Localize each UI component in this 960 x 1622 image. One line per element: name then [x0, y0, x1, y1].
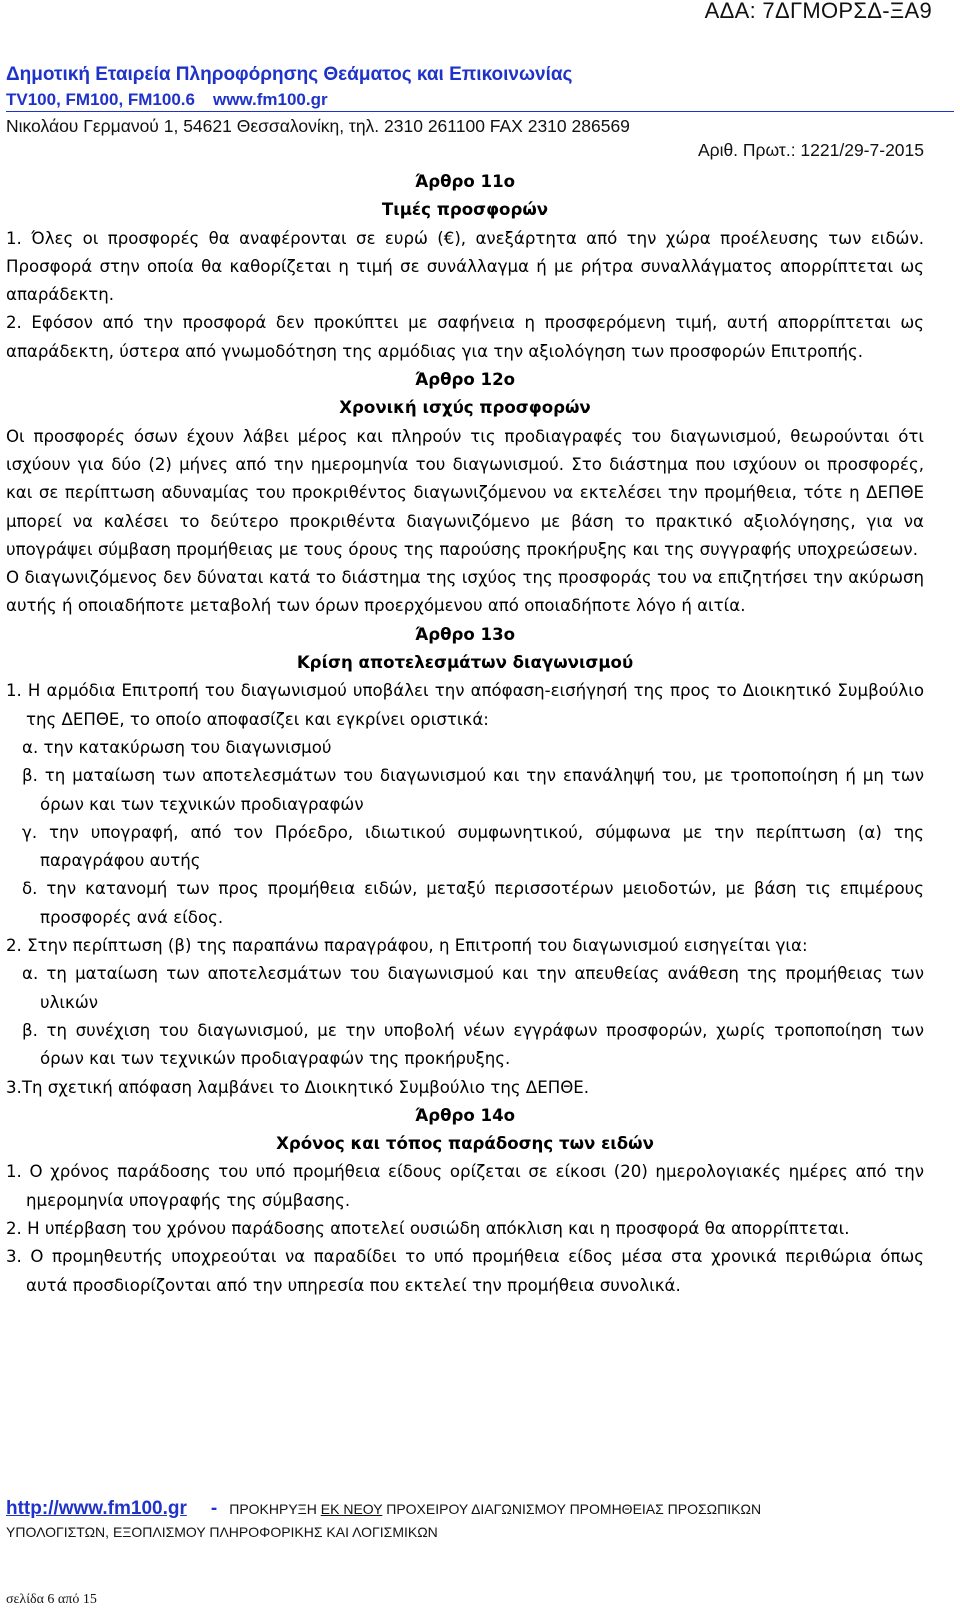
ada-code: ΑΔΑ: 7ΔΓΜΟΡΣΔ-ΞΑ9 — [704, 0, 932, 23]
footer-word-1: ΠΡΟΚΗΡΥΞΗ — [229, 1501, 317, 1517]
article-14-subtitle: Χρόνος και τόπος παράδοσης των ειδών — [276, 1134, 654, 1154]
article-12-paragraph-2: Ο διαγωνιζόμενος δεν δύναται κατά το διάστημα της ισχύος της προσφοράς του να επιζητήσει την ακύρωση αυτής ή οποιαδήποτε μεταβολή των όρων προερχόμενου από οποιαδήποτε λόγο ή αιτία. — [6, 568, 924, 616]
footer-word-3: ΠΡΟΧΕΙΡΟΥ ΔΙΑΓΩΝΙΣΜΟΥ ΠΡΟΜΗΘΕΙΑΣ ΠΡΟΣΩΠΙΚΩΝ — [386, 1501, 762, 1517]
article-13-item-1: 1. Η αρμόδια Επιτροπή του διαγωνισμού υποβάλει την απόφαση-εισήγησή της προς το Διοικητικό Συμβούλιο της ΔΕΠΘΕ, το οποίο αποφασίζει και εγκρίνει οριστικά: — [6, 681, 924, 729]
protocol-number: Αριθ. Πρωτ.: 1221/29-7-2015 — [697, 140, 924, 160]
article-13-item-2a: α. τη ματαίωση των αποτελεσμάτων του διαγωνισμού και την απευθείας ανάθεση της προμήθειας των υλικών — [22, 964, 924, 1012]
header-divider — [6, 111, 954, 112]
article-11-paragraph-1: 1. Όλες οι προσφορές θα αναφέρονται σε ευρώ (€), ανεξάρτητα από την χώρα προέλευσης των ειδών. Προσφορά στην οποία θα καθορίζεται η τιμή σε συνάλλαγμα ή με ρήτρα συναλλάγματος απορρίπτεται ως απαράδεκτη. — [6, 228, 924, 305]
article-11-title: Άρθρο 11ο — [414, 172, 516, 191]
footer-line-1 — [6, 1498, 924, 1520]
article-12-paragraph-1: Οι προσφορές όσων έχουν λάβει μέρος και πληρούν τις προδιαγραφές του διαγωνισμού, θεωρούνται ότι ισχύουν για δύο (2) μήνες από την ημερομηνία του διαγωνισμού. Στο διάστημα που ισχύουν οι προσφορές, και σε περίπτωση αδυναμίας του προκριθέντος διαγωνιζόμενου να εκτελέσει την προμήθεια, τότε η ΔΕΠΘΕ μπορεί να καλέσει το δεύτερο προκριθέντα διαγωνιζόμενο με βάση το πρακτικό αξιολόγησης, για να υπογράψει σύμβαση προμήθειας με τους όρους της παρούσης προκήρυξης και της συγγραφής υποχρεώσεων. — [6, 426, 924, 559]
footer-word-2: ΕΚ ΝΕΟΥ — [320, 1501, 383, 1517]
stations-line — [6, 90, 328, 110]
page-number: σελίδα 6 από 15 — [6, 1592, 97, 1607]
article-13-item-1d: δ. την κατανομή των προς προμήθεια ειδών, μεταξύ περισσοτέρων μειοδοτών, με βάση τις επιμέρους προσφορές ανά είδος. — [22, 879, 924, 927]
article-12-subtitle: Χρονική ισχύς προσφορών — [339, 398, 591, 418]
article-13-item-1c: γ. την υπογραφή, από τον Πρόεδρο, ιδιωτικού συμφωνητικού, σύμφωνα με την περίπτωση (α) της παραγράφου αυτής — [22, 822, 924, 871]
article-13-subtitle: Κρίση αποτελεσμάτων διαγωνισμού — [296, 653, 634, 673]
footer-dash: - — [210, 1498, 218, 1519]
article-14-item-1: 1. Ο χρόνος παράδοσης του υπό προμήθεια είδους ορίζεται σε είκοσι (20) ημερολογιακές ημέρες από την ημερομηνία υπογραφής της σύμβασης. — [6, 1162, 924, 1210]
article-13-item-3: 3.Τη σχετική απόφαση λαμβάνει το Διοικητικό Συμβούλιο της ΔΕΠΘΕ. — [6, 1077, 590, 1097]
article-14-title: Άρθρο 14ο — [414, 1105, 516, 1125]
article-14-item-3: 3. Ο προμηθευτής υποχρεούται να παραδίδει το υπό προμήθεια είδος μέσα στα χρονικά περιθώρια όπως αυτά προσδιορίζονται από την υπηρεσία που εκτελεί την προμήθεια συνολικά. — [6, 1247, 924, 1295]
article-14-item-2: 2. Η υπέρβαση του χρόνου παράδοσης αποτελεί ουσιώδη απόκλιση και η προσφορά θα απορρίπτεται. — [6, 1218, 850, 1238]
article-13-item-1b: β. τη ματαίωση των αποτελεσμάτων του διαγωνισμού και την επανάληψή του, με τροποποίηση ή μη των όρων και των τεχνικών προδιαγραφών — [22, 766, 924, 814]
article-11-paragraph-2: 2. Εφόσον από την προσφορά δεν προκύπτει με σαφήνεια η προσφερόμενη τιμή, αυτή απορρίπτεται ως απαράδεκτη, ύστερα από γνωμοδότηση της αρμόδιας για την αξιολόγηση των προσφορών Επιτροπής. — [6, 313, 924, 361]
footer-website-link[interactable]: http://www.fm100.gr — [6, 1498, 187, 1519]
article-13-item-2: 2. Στην περίπτωση (β) της παραπάνω παραγράφου, η Επιτροπή του διαγωνισμού εισηγείται για: — [6, 936, 808, 956]
stations-list: TV100, FM100, FM100.6 — [6, 90, 195, 109]
website-link[interactable]: www.fm100.gr — [212, 90, 328, 109]
article-13-title: Άρθρο 13ο — [414, 624, 516, 644]
footer-line-2: ΥΠΟΛΟΓΙΣΤΩΝ, ΕΞΟΠΛΙΣΜΟΥ ΠΛΗΡΟΦΟΡΙΚΗΣ ΚΑΙ ΛΟΓΙΣΜΙΚΩΝ — [6, 1524, 438, 1540]
address-line: Νικολάου Γερμανού 1, 54621 Θεσσαλονίκη, τηλ. 2310 261100 FAX 2310 286569 — [6, 116, 630, 136]
article-13-item-1a: α. την κατακύρωση του διαγωνισμού — [22, 737, 332, 757]
article-13-item-2b: β. τη συνέχιση του διαγωνισμού, με την υποβολή νέων εγγράφων προσφορών, χωρίς τροποποίηση των όρων και των τεχνικών προδιαγραφών της προκήρυξης. — [22, 1020, 924, 1069]
article-11-subtitle: Τιμές προσφορών — [381, 200, 549, 220]
organization-name: Δημοτική Εταιρεία Πληροφόρησης Θεάματος και Επικοινωνίας — [6, 64, 573, 85]
article-12-title: Άρθρο 12ο — [414, 370, 516, 390]
document-body — [6, 168, 924, 1300]
